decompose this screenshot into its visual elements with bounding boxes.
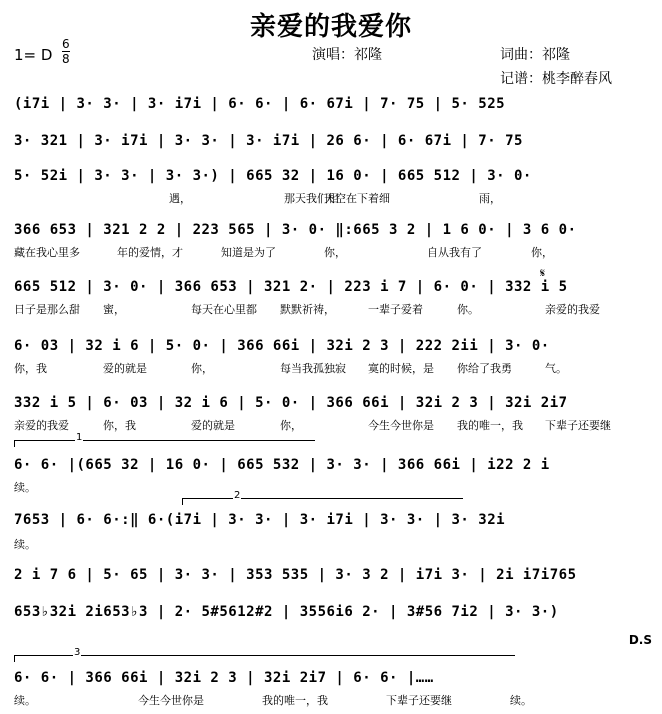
lyric-phrase: 我的唯一，我 bbox=[457, 419, 523, 432]
lyric-phrase: 爱的就是 bbox=[191, 419, 235, 432]
lyric-phrase: 下辈子还要继 bbox=[545, 419, 611, 432]
notation-line: 332 i 5 | 6· 03 | 32 i 6 | 5· 0· | 366 66i | 32i 2 3 | 32i 2i7 bbox=[14, 395, 568, 411]
song-title: 亲爱的我爱你 bbox=[249, 12, 412, 42]
notation-line: 7653 | 6· 6·:‖ 6·(i7i | 3· 3· | 3· i7i | 3· 3· | 3· 32i bbox=[14, 512, 506, 528]
lyric-phrase: 默默祈祷， bbox=[280, 303, 335, 316]
lyric-phrase: 你， bbox=[531, 246, 553, 259]
lyric-phrase: 知道是为了 bbox=[221, 246, 276, 259]
lyric-phrase: 续。 bbox=[14, 538, 36, 551]
lyric-phrase: 爱的就是 bbox=[103, 362, 147, 375]
meter-bottom: 8 bbox=[62, 52, 70, 66]
lyric-phrase: 你，我 bbox=[14, 362, 47, 375]
ds-mark: D.S bbox=[628, 633, 652, 647]
lyric-phrase: 一辈子爱着 bbox=[368, 303, 423, 316]
lyric-phrase: 你给了我勇 bbox=[457, 362, 512, 375]
composer-credit: 词曲：祁隆 bbox=[500, 47, 570, 63]
lyric-phrase: 今生今世你是 bbox=[368, 419, 434, 432]
lyric-phrase: 今生今世你是 bbox=[138, 694, 204, 707]
lyric-phrase: 我的唯一，我 bbox=[262, 694, 328, 707]
volta-bracket-2 bbox=[182, 490, 463, 505]
notation-line: 665 512 | 3· 0· | 366 653 | 321 2· | 223 i 7 | 6· 0· | 332 i 5 bbox=[14, 279, 568, 295]
notation-line: 5· 52i | 3· 3· | 3· 3·) | 665 32 | 16 0· | 665 512 | 3· 0· bbox=[14, 168, 532, 184]
lyric-phrase: 每当我孤独寂 bbox=[280, 362, 346, 375]
lyric-phrase: 你。 bbox=[457, 303, 479, 316]
lyric-phrase: 年的爱情，才 bbox=[117, 246, 183, 259]
lyric-phrase: 续。 bbox=[14, 481, 36, 494]
key-signature: 1= D bbox=[14, 46, 53, 64]
transcriber-credit: 记谱：桃李醉春风 bbox=[500, 71, 612, 87]
meter-top: 6 bbox=[62, 37, 70, 51]
lyric-phrase: 下辈子还要继 bbox=[386, 694, 452, 707]
notation-line: 653♭32i 2i653♭3 | 2· 5#5612#2 | 3556i6 2· | 3#56 7i2 | 3· 3·) bbox=[14, 604, 559, 620]
lyric-phrase: 天空在下着细 bbox=[324, 192, 390, 205]
lyric-phrase: 你， bbox=[324, 246, 346, 259]
volta-2-label: 2 bbox=[234, 490, 241, 501]
lyric-phrase: 续。 bbox=[510, 694, 532, 707]
lyric-phrase: 每天在心里都 bbox=[191, 303, 257, 316]
lyric-phrase: 气。 bbox=[545, 362, 567, 375]
singer-credit: 演唱：祁隆 bbox=[312, 47, 382, 63]
volta-bracket-3 bbox=[14, 647, 515, 662]
notation-line: 3· 321 | 3· i7i | 3· 3· | 3· i7i | 26 6· | 6· 67i | 7· 75 bbox=[14, 133, 523, 149]
segno-mark: 𝄋 bbox=[540, 266, 546, 280]
lyric-phrase: 遇， bbox=[169, 192, 191, 205]
notation-line: 6· 6· |(665 32 | 16 0· | 665 532 | 3· 3· | 366 66i | i22 2 i bbox=[14, 457, 550, 473]
lyric-phrase: 日子是那么甜 bbox=[14, 303, 80, 316]
lyric-phrase: 你， bbox=[280, 419, 302, 432]
notation-line: 2 i 7 6 | 5· 65 | 3· 3· | 353 535 | 3· 3 2 | i7i 3· | 2i i7i765 bbox=[14, 567, 577, 583]
notation-line: (i7i | 3· 3· | 3· i7i | 6· 6· | 6· 67i | 7· 75 | 5· 525 bbox=[14, 96, 506, 112]
lyric-phrase: 蜜， bbox=[103, 303, 125, 316]
lyric-phrase: 那天我们相 bbox=[284, 192, 339, 205]
volta-1-label: 1 bbox=[76, 432, 83, 443]
volta-3-label: 3 bbox=[74, 647, 81, 658]
time-signature bbox=[62, 38, 70, 65]
lyric-phrase: 亲爱的我爱 bbox=[14, 419, 69, 432]
lyric-phrase: 雨， bbox=[479, 192, 501, 205]
lyric-phrase: 寞的时候，是 bbox=[368, 362, 434, 375]
notation-line: 6· 6· | 366 66i | 32i 2 3 | 32i 2i7 | 6· 6· |…… bbox=[14, 670, 434, 686]
lyric-phrase: 藏在我心里多 bbox=[14, 246, 80, 259]
lyric-phrase: 亲爱的我爱 bbox=[545, 303, 600, 316]
lyric-phrase: 你， bbox=[191, 362, 213, 375]
volta-bracket-1 bbox=[14, 432, 315, 447]
lyric-phrase: 自从我有了 bbox=[427, 246, 482, 259]
lyric-phrase: 你，我 bbox=[103, 419, 136, 432]
notation-line: 6· 03 | 32 i 6 | 5· 0· | 366 66i | 32i 2 3 | 222 2ii | 3· 0· bbox=[14, 338, 550, 354]
notation-line: 366 653 | 321 2 2 | 223 565 | 3· 0· ‖:665 3 2 | 1 6 0· | 3 6 0· bbox=[14, 222, 577, 238]
lyric-phrase: 续。 bbox=[14, 694, 36, 707]
